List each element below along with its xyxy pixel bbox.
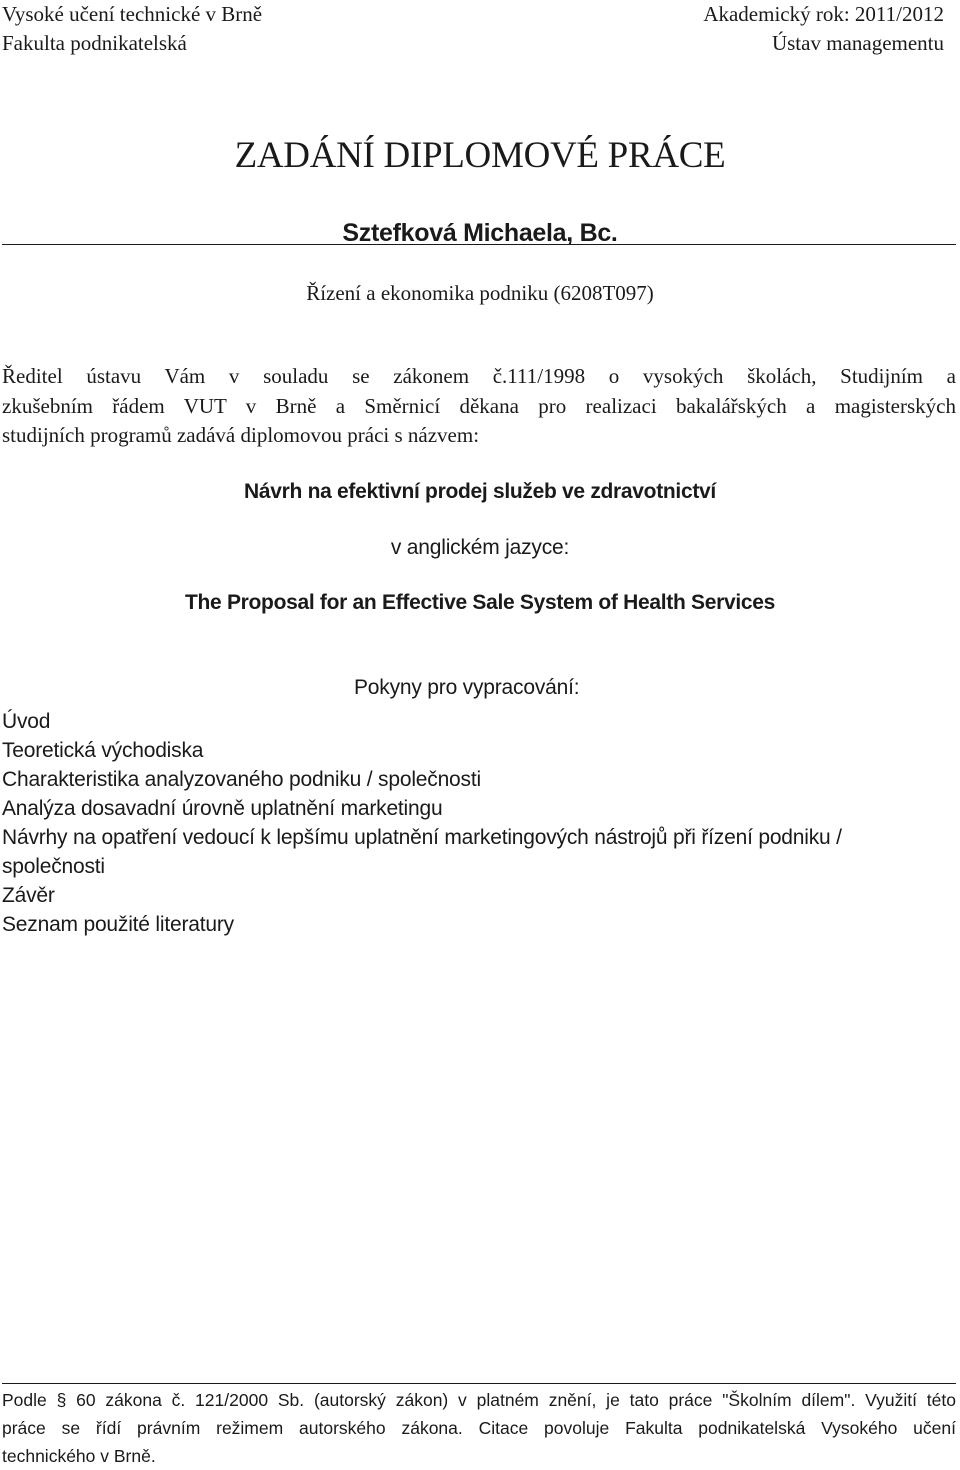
- outline-item: společnosti: [2, 855, 105, 878]
- outline-list: [2, 707, 956, 939]
- thesis-title-czech: Návrh na efektivní prodej služeb ve zdravotnictví: [244, 480, 716, 503]
- academic-year: Akademický rok: 2011/2012: [703, 2, 944, 26]
- footer-line: technického v Brně.: [2, 1446, 156, 1466]
- student-name: Sztefková Michaela, Bc.: [342, 219, 618, 247]
- university-name: Vysoké učení technické v Brně: [2, 2, 263, 26]
- instructions-heading: Pokyny pro vypracování:: [354, 676, 580, 699]
- language-label: v anglickém jazyce:: [390, 536, 570, 559]
- outline-item: Analýza dosavadní úrovně uplatnění marketingu: [2, 797, 443, 820]
- intro-line: zkušebním řádem VUT v Brně a Směrnicí děkana pro realizaci bakalářských a magisterských: [2, 393, 956, 418]
- faculty-name: Fakulta podnikatelská: [2, 31, 187, 55]
- outline-item: Úvod: [2, 710, 51, 733]
- outline-item: Závěr: [2, 884, 55, 907]
- outline-item: Návrhy na opatření vedoucí k lepšímu uplatnění marketingových nástrojů při řízení podniku /: [2, 826, 842, 849]
- field-of-study: Řízení a ekonomika podniku (6208T097): [306, 281, 654, 305]
- outline-item: Charakteristika analyzovaného podniku / společnosti: [2, 768, 481, 791]
- outline-item: Seznam použité literatury: [2, 913, 234, 936]
- intro-paragraph: [2, 362, 956, 451]
- thesis-title-english: The Proposal for an Effective Sale System of Health Services: [184, 591, 776, 614]
- footer-line: Podle § 60 zákona č. 121/2000 Sb. (autorský zákon) v platném znění, je tato práce "Školním dílem". Využití této: [2, 1390, 956, 1410]
- intro-line: Ředitel ústavu Vám v souladu se zákonem č.111/1998 o vysokých školách, Studijním a: [2, 364, 956, 388]
- footer-line: práce se řídí právním režimem autorského zákona. Citace povoluje Fakulta podnikatelská Vysokého učení: [2, 1418, 956, 1438]
- outline-item: Teoretická východiska: [2, 739, 204, 762]
- copyright-footer: [2, 1386, 956, 1470]
- footer-divider: [2, 1383, 956, 1384]
- top-divider: [2, 244, 956, 245]
- department-name: Ústav managementu: [771, 31, 944, 55]
- intro-line: studijních programů zadává diplomovou práci s názvem:: [2, 423, 480, 447]
- document-title: ZADÁNÍ DIPLOMOVÉ PRÁCE: [234, 135, 726, 176]
